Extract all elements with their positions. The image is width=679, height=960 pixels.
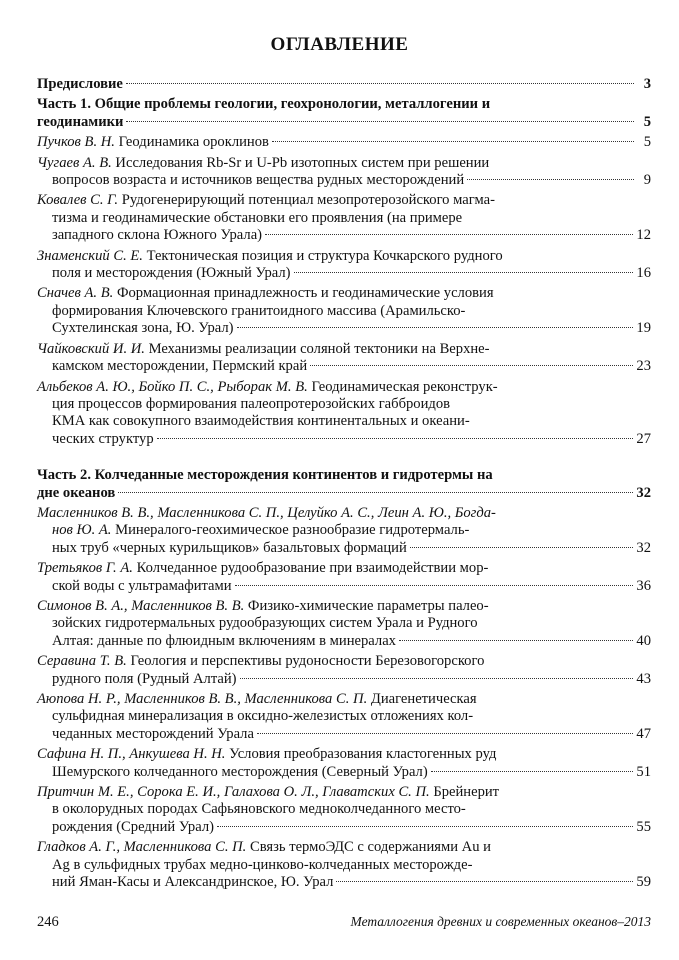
entry-title: Исследования Rb-Sr и U-Pb изотопных систем при решении — [115, 154, 490, 171]
page-number: 27 — [636, 430, 651, 447]
dot-leader — [217, 826, 633, 827]
toc-entry[interactable] — [37, 746, 651, 781]
entry-authors: Чугаев А. В. — [37, 154, 112, 171]
toc-entry[interactable] — [37, 505, 651, 557]
table-of-contents — [37, 76, 651, 894]
page-number: 9 — [643, 172, 651, 189]
dot-leader — [431, 771, 634, 772]
preface-title: Предисловие — [37, 76, 123, 92]
entry-title-cont: камском месторождении, Пермский край — [52, 358, 308, 375]
entry-title-cont: поля и месторождения (Южный Урал) — [52, 265, 291, 282]
page-number: 59 — [636, 874, 651, 891]
toc-entry[interactable] — [37, 839, 651, 891]
page-footer — [37, 914, 651, 931]
entry-authors: Масленников В. В., Масленникова С. П., Целуйко А. С., Леин А. Ю., Богда- — [37, 504, 496, 521]
entry-title-cont: Алтая: данные по флюидным включениям в минералах — [52, 632, 396, 649]
part-2-title: Часть 2. Колчеданные месторождения континентов и гидротермы на — [37, 467, 493, 484]
toc-entry[interactable] — [37, 560, 651, 595]
dot-leader — [310, 365, 633, 366]
footer-page-number: 246 — [37, 914, 59, 930]
entry-title-cont: ческих структур — [52, 430, 154, 447]
entry-authors: Ковалев С. Г. — [37, 192, 119, 209]
dot-leader — [265, 234, 633, 235]
part-1-title: Часть 1. Общие проблемы геологии, геохронологии, металлогении и — [37, 96, 491, 113]
dot-leader — [399, 640, 633, 641]
entry-title-cont: ской воды с ультрамафитами — [52, 577, 232, 594]
toc-entry[interactable] — [37, 598, 651, 650]
entry-authors-cont: нов Ю. А. — [52, 522, 112, 539]
dot-leader — [294, 272, 634, 273]
entry-title-cont: формирования Ключевского гранитоидного массива (Арамильско- — [52, 302, 466, 319]
entry-title: Тектоническая позиция и структура Кочкарского рудного — [146, 247, 503, 264]
page-number: 5 — [643, 113, 651, 130]
entry-title: Колчеданное рудообразование при взаимодействии мор- — [136, 560, 489, 577]
entry-authors: Аюпова Н. Р., Масленников В. В., Масленникова С. П. — [37, 691, 368, 707]
dot-leader — [118, 492, 633, 493]
dot-leader — [235, 585, 634, 586]
entry-authors: Пучков В. Н. — [37, 134, 115, 151]
entry-title: Механизмы реализации соляной тектоники на Верхне- — [148, 340, 490, 357]
entry-title-cont: Сухтелинская зона, Ю. Урал) — [52, 320, 234, 337]
entry-authors: Серавина Т. В. — [37, 653, 127, 670]
part-2-title-cont: дне океанов — [37, 484, 116, 501]
footer-journal-title: Металлогения древних и современных океанов–2013 — [350, 914, 651, 929]
entry-title: Формационная принадлежность и геодинамические условия — [116, 285, 494, 302]
entry-authors: Симонов В. А., Масленников В. В. — [37, 597, 245, 614]
entry-title-cont: ных труб «черных курильщиков» базальтовых формаций — [52, 539, 407, 556]
page-number: 47 — [636, 725, 651, 742]
entry-title-cont: вопросов возраста и источников вещества рудных месторождений — [52, 172, 465, 189]
page-number: 55 — [636, 818, 651, 835]
dot-leader — [467, 179, 634, 180]
page-number: 23 — [636, 358, 651, 375]
entry-title-cont: чеданных месторождений Урала — [52, 725, 254, 742]
entry-authors: Сначев А. В. — [37, 285, 114, 302]
toc-entry[interactable] — [37, 653, 651, 688]
entry-title: Связь термоЭДС с содержаниями Au и — [249, 839, 491, 856]
entry-authors: Чайковский И. И. — [37, 340, 145, 357]
part-1-title-cont: геодинамики — [37, 113, 124, 130]
entry-title: Физико-химические параметры палео- — [247, 597, 489, 614]
page-number: 32 — [636, 484, 651, 501]
entry-title: Геодинамика ороклинов — [118, 134, 269, 151]
entry-title: Рудогенерирующий потенциал мезопротерозойского магма- — [121, 192, 496, 209]
entry-authors: Сафина Н. П., Анкушева Н. Н. — [37, 746, 226, 763]
toc-entry[interactable] — [37, 248, 651, 283]
entry-title-cont: Шемурского колчеданного месторождения (Северный Урал) — [52, 763, 428, 780]
toc-entry[interactable] — [37, 691, 651, 743]
toc-entry[interactable] — [37, 134, 651, 151]
page-title: ОГЛАВЛЕНИЕ — [270, 34, 409, 55]
dot-leader — [257, 733, 633, 734]
entry-title: Геодинамическая реконструк- — [311, 378, 498, 395]
entry-title-cont: западного склона Южного Урала) — [52, 227, 263, 244]
dot-leader — [126, 83, 634, 84]
toc-entry[interactable] — [37, 341, 651, 376]
entry-authors: Третьяков Г. А. — [37, 560, 133, 577]
dot-leader — [126, 121, 634, 122]
entry-title-cont: рождения (Средний Урал) — [52, 818, 214, 835]
page-number: 43 — [636, 670, 651, 687]
entry-title-cont: ний Яман-Касы и Александринское, Ю. Урал — [52, 874, 334, 891]
dot-leader — [240, 678, 634, 679]
page-number: 36 — [636, 577, 651, 594]
entry-title-cont: Ag в сульфидных трубах медно-цинково-колчеданных месторожде- — [52, 856, 473, 873]
entry-title: Минералого-геохимическое разнообразие гидротермаль- — [115, 522, 470, 539]
entry-title-cont: рудного поля (Рудный Алтай) — [52, 670, 237, 687]
toc-preface[interactable] — [37, 76, 651, 93]
entry-title-cont: сульфидная минерализация в оксидно-железистых отложениях кол- — [52, 708, 474, 725]
page-number: 16 — [636, 265, 651, 282]
entry-title: Условия преобразования кластогенных руд — [229, 746, 497, 763]
page-number: 12 — [636, 227, 651, 244]
entry-title: Геология и перспективы рудоносности Березовогорского — [130, 653, 485, 670]
page-number: 3 — [643, 76, 651, 92]
entry-title: Диагенетическая — [370, 691, 477, 707]
dot-leader — [336, 881, 633, 882]
page-number: 40 — [636, 632, 651, 649]
dot-leader — [237, 327, 634, 328]
entry-authors: Знаменский С. Е. — [37, 247, 143, 264]
dot-leader — [157, 438, 634, 439]
page-number: 19 — [636, 320, 651, 337]
entry-authors: Гладков А. Г., Масленникова С. П. — [37, 839, 247, 856]
toc-entry[interactable] — [37, 379, 651, 449]
page-number: 32 — [636, 539, 651, 556]
toc-entry[interactable] — [37, 192, 651, 244]
entry-title-cont: зойских гидротермальных рудообразующих систем Урала и Рудного — [52, 615, 478, 632]
dot-leader — [272, 141, 634, 142]
toc-entry[interactable] — [37, 155, 651, 190]
entry-title-cont: КМА как совокупного взаимодействия континентальных и океани- — [52, 413, 470, 430]
toc-entry[interactable] — [37, 285, 651, 337]
toc-entry[interactable] — [37, 784, 651, 836]
entry-title-cont: тизма и геодинамические обстановки его проявления (на примере — [52, 209, 463, 226]
page-number: 5 — [643, 134, 651, 151]
toc-part-2[interactable] — [37, 467, 651, 502]
toc-part-1[interactable] — [37, 96, 651, 131]
entry-title-cont: ция процессов формирования палеопротерозойских габброидов — [52, 395, 451, 412]
section-spacer — [37, 451, 651, 467]
entry-authors: Притчин М. Е., Сорока Е. И., Галахова О. Л., Главатских С. П. — [37, 784, 430, 801]
entry-title: Брейнерит — [433, 784, 500, 801]
dot-leader — [410, 547, 634, 548]
entry-title-cont: в околорудных породах Сафьяновского медноколчеданного место- — [52, 801, 466, 818]
entry-authors: Альбеков А. Ю., Бойко П. С., Рыборак М. В. — [37, 378, 308, 395]
page-number: 51 — [636, 763, 651, 780]
